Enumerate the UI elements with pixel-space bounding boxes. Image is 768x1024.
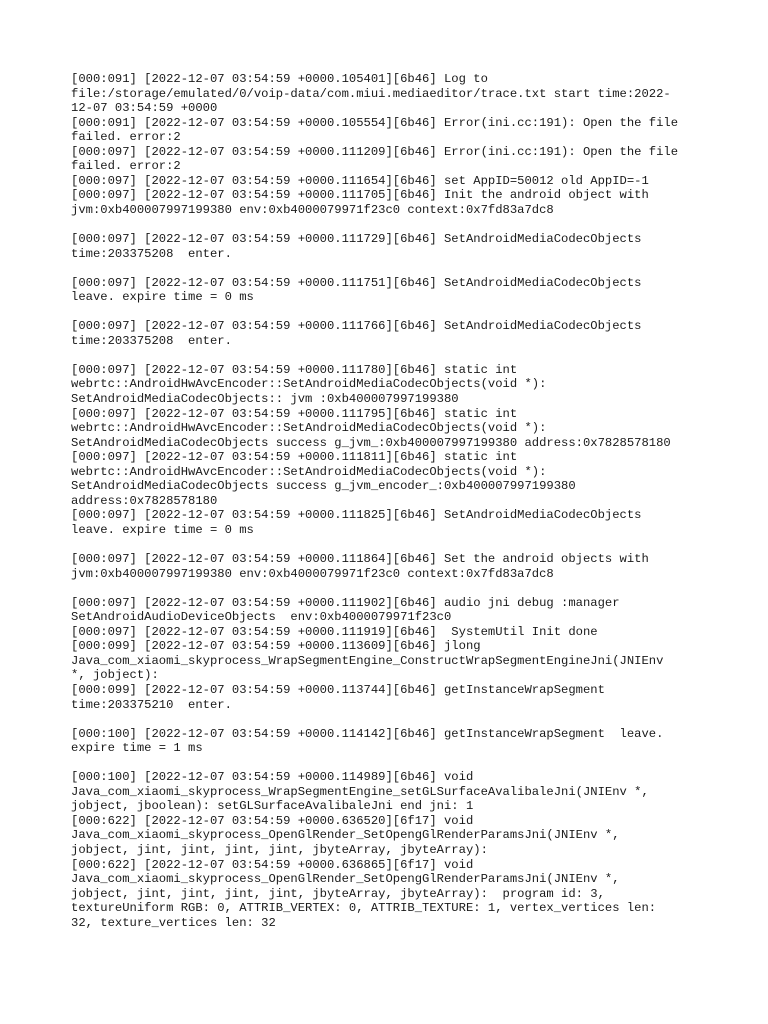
log-line: Java_com_xiaomi_skyprocess_OpenGlRender_SetOpengGlRenderParamsJni(JNIEnv *,	[71, 828, 620, 843]
log-line: jobject, jint, jint, jint, jint, jbyteArray, jbyteArray): program id: 3,	[71, 886, 605, 901]
log-line: [000:097] [2022-12-07 03:54:59 +0000.111705][6b46] Init the android object with	[71, 188, 649, 203]
log-line: [000:097] [2022-12-07 03:54:59 +0000.111795][6b46] static int	[71, 406, 518, 421]
log-line: leave. expire time = 0 ms	[71, 522, 254, 537]
log-line: [000:097] [2022-12-07 03:54:59 +0000.111766][6b46] SetAndroidMediaCodecObjects	[71, 319, 642, 334]
blank-line	[71, 712, 711, 727]
log-line: webrtc::AndroidHwAvcEncoder::SetAndroidMediaCodecObjects(void *):	[71, 464, 547, 479]
log-line: [000:622] [2022-12-07 03:54:59 +0000.636520][6f17] void	[71, 813, 474, 828]
log-line: SetAndroidMediaCodecObjects success g_jvm_encoder_:0xb400007997199380	[71, 479, 576, 494]
log-line: jvm:0xb400007997199380 env:0xb4000079971f23c0 context:0x7fd83a7dc8	[71, 202, 554, 217]
log-line: Java_com_xiaomi_skyprocess_OpenGlRender_SetOpengGlRenderParamsJni(JNIEnv *,	[71, 872, 620, 887]
log-line: expire time = 1 ms	[71, 741, 203, 756]
log-line: [000:100] [2022-12-07 03:54:59 +0000.114142][6b46] getInstanceWrapSegment leave.	[71, 726, 664, 741]
log-line: [000:091] [2022-12-07 03:54:59 +0000.105401][6b46] Log to	[71, 72, 488, 86]
log-line: *, jobject):	[71, 668, 159, 683]
blank-line	[71, 305, 711, 320]
log-line: [000:097] [2022-12-07 03:54:59 +0000.111209][6b46] Error(ini.cc:191): Open the file	[71, 144, 679, 159]
log-line: jobject, jint, jint, jint, jint, jbyteArray, jbyteArray):	[71, 842, 488, 857]
blank-line	[71, 756, 711, 771]
log-line: time:203375210 enter.	[71, 697, 232, 712]
log-line: [000:100] [2022-12-07 03:54:59 +0000.114989][6b46] void	[71, 770, 474, 785]
log-line: 12-07 03:54:59 +0000	[71, 101, 218, 116]
log-line: jobject, jboolean): setGLSurfaceAvalibaleJni end jni: 1	[71, 799, 474, 814]
blank-line	[71, 261, 711, 276]
log-line: 32, texture_vertices len: 32	[71, 915, 276, 930]
log-line: [000:091] [2022-12-07 03:54:59 +0000.105554][6b46] Error(ini.cc:191): Open the file	[71, 115, 679, 130]
log-line: time:203375208 enter.	[71, 246, 232, 261]
log-line: jvm:0xb400007997199380 env:0xb4000079971f23c0 context:0x7fd83a7dc8	[71, 566, 554, 581]
log-line: [000:099] [2022-12-07 03:54:59 +0000.113744][6b46] getInstanceWrapSegment	[71, 682, 605, 697]
log-line: [000:097] [2022-12-07 03:54:59 +0000.111654][6b46] set AppID=50012 old AppID=-1	[71, 173, 649, 188]
log-line: [000:097] [2022-12-07 03:54:59 +0000.111919][6b46] SystemUtil Init done	[71, 624, 598, 639]
blank-line	[71, 217, 711, 232]
log-line: textureUniform RGB: 0, ATTRIB_VERTEX: 0, ATTRIB_TEXTURE: 1, vertex_vertices len:	[71, 901, 657, 916]
log-line: address:0x7828578180	[71, 493, 218, 508]
log-line: Java_com_xiaomi_skyprocess_WrapSegmentEngine_setGLSurfaceAvalibaleJni(JNIEnv *,	[71, 784, 649, 799]
log-line: [000:097] [2022-12-07 03:54:59 +0000.111811][6b46] static int	[71, 450, 518, 465]
log-line: SetAndroidAudioDeviceObjects env:0xb4000079971f23c0	[71, 610, 452, 625]
log-line: SetAndroidMediaCodecObjects:: jvm :0xb400007997199380	[71, 392, 459, 407]
log-line: time:203375208 enter.	[71, 333, 232, 348]
log-line: [000:097] [2022-12-07 03:54:59 +0000.111825][6b46] SetAndroidMediaCodecObjects	[71, 508, 642, 523]
log-line: [000:097] [2022-12-07 03:54:59 +0000.111751][6b46] SetAndroidMediaCodecObjects	[71, 275, 642, 290]
log-line: leave. expire time = 0 ms	[71, 290, 254, 305]
log-line: Java_com_xiaomi_skyprocess_WrapSegmentEngine_ConstructWrapSegmentEngineJni(JNIEnv	[71, 653, 664, 668]
blank-line	[71, 348, 711, 363]
log-line: SetAndroidMediaCodecObjects success g_jvm_:0xb400007997199380 address:0x7828578180	[71, 435, 671, 450]
log-line: failed. error:2	[71, 159, 181, 174]
blank-line	[71, 581, 711, 596]
log-line: [000:097] [2022-12-07 03:54:59 +0000.111902][6b46] audio jni debug :manager	[71, 595, 620, 610]
log-line: failed. error:2	[71, 130, 181, 145]
log-line: [000:097] [2022-12-07 03:54:59 +0000.111780][6b46] static int	[71, 362, 518, 377]
log-document	[71, 72, 711, 930]
log-line: [000:099] [2022-12-07 03:54:59 +0000.113609][6b46] jlong	[71, 639, 481, 654]
log-line: [000:097] [2022-12-07 03:54:59 +0000.111729][6b46] SetAndroidMediaCodecObjects	[71, 232, 642, 247]
log-line: webrtc::AndroidHwAvcEncoder::SetAndroidMediaCodecObjects(void *):	[71, 421, 547, 436]
blank-line	[71, 538, 711, 553]
log-line: [000:622] [2022-12-07 03:54:59 +0000.636865][6f17] void	[71, 857, 474, 872]
log-line: file:/storage/emulated/0/voip-data/com.miui.mediaeditor/trace.txt start time:2022-	[71, 86, 671, 101]
log-line: [000:097] [2022-12-07 03:54:59 +0000.111864][6b46] Set the android objects with	[71, 552, 649, 567]
log-line: webrtc::AndroidHwAvcEncoder::SetAndroidMediaCodecObjects(void *):	[71, 377, 547, 392]
